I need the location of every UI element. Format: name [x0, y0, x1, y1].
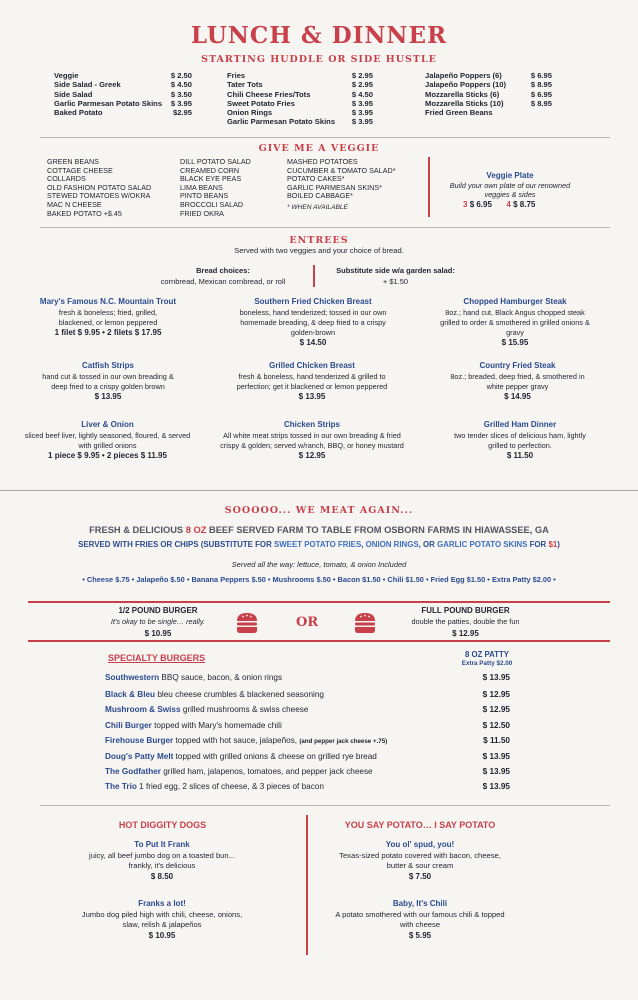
entree-item: [228, 297, 398, 348]
bread-divider: [313, 265, 315, 287]
starter-name: Garlic Parmesan Potato Skins: [227, 117, 336, 127]
entree-desc: 8oz.; breaded, deep fried, & smothered in white pepper gravy: [450, 371, 585, 391]
starter-price: $ 3.95: [170, 98, 192, 108]
burger-title: FULL POUND BURGER: [421, 606, 510, 615]
veggie-item: BAKED POTATO +$.45: [47, 208, 122, 218]
specialty-name: The Godfather: [105, 767, 161, 776]
dog-desc: juicy, all beef jumbo dog on a toasted bun... frankly, it's delicious: [89, 850, 235, 870]
veggie-item: BOILED CABBAGE*: [287, 191, 353, 201]
starter-price: $ 3.95: [351, 117, 373, 127]
meat-title: SOOOOO... WE MEAT AGAIN...: [224, 505, 414, 516]
starters-col1-prices: [160, 71, 192, 117]
potato-desc: Texas-sized potato covered with bacon, cheese, butter & sour cream: [339, 850, 501, 870]
half-pound-burger: [88, 606, 228, 639]
starter-name: Jalapeño Poppers (6): [425, 71, 502, 80]
specialty-row: [105, 751, 510, 762]
specialty-row: [105, 781, 510, 792]
specialty-price: $ 12.50: [482, 721, 510, 730]
veggie-item: POTATO CAKES*: [287, 174, 345, 184]
fries-text: FOR: [527, 540, 549, 549]
specialty-name: Southwestern: [105, 673, 160, 682]
starter-name: Onion Rings: [227, 108, 273, 118]
dog-item: [72, 899, 252, 941]
entree-name: Grilled Chicken Breast: [269, 361, 355, 370]
entree-price: $ 13.95: [94, 391, 122, 401]
specialty-desc: 1 fried egg, 2 slices of cheese, & 3 pieces of bacon: [139, 782, 324, 791]
entree-price: 1 piece $ 9.95 • 2 pieces $ 11.95: [48, 450, 167, 460]
entree-item: [28, 361, 188, 402]
specialty-desc: topped with Mary's homemade chili: [154, 721, 282, 730]
entree-price: $ 14.50: [299, 337, 327, 347]
starter-price: $ 8.95: [530, 98, 552, 108]
veggie-plate-prices: [463, 200, 535, 209]
plate-count-4: 4: [506, 200, 511, 209]
headline-text: BEEF SERVED FARM TO TABLE FROM OSBORN FARMS IN HIAWASSEE, GA: [206, 525, 549, 535]
veggie-col3: [287, 158, 417, 213]
headline-text: FRESH & DELICIOUS: [89, 525, 186, 535]
potato-price: $ 5.95: [408, 930, 432, 940]
entree-name: Mary's Famous N.C. Mountain Trout: [39, 297, 177, 306]
specialty-desc: grilled mushrooms & swiss cheese: [182, 705, 309, 714]
entree-item: [440, 361, 595, 402]
meat-headline: [0, 525, 638, 535]
plate-price-4: $ 8.75: [513, 200, 536, 209]
dog-price: $ 10.95: [148, 930, 176, 940]
starter-name: Veggie: [54, 71, 79, 80]
specialty-name: Black & Bleu: [105, 690, 156, 699]
divider: [40, 227, 610, 228]
full-pound-burger: [388, 606, 543, 639]
fries-price: $1: [548, 540, 558, 549]
veggie-item: PINTO BEANS: [180, 191, 229, 201]
veggie-item: CREAMED CORN: [180, 165, 240, 175]
burger-icon: [235, 611, 259, 635]
starter-price: $ 2.50: [170, 71, 192, 80]
or-label: OR: [296, 615, 319, 630]
starter-name: Side Salad - Greek: [54, 80, 121, 90]
potato-item: [330, 840, 510, 882]
starter-price: $ 4.50: [170, 80, 192, 90]
potato-title: YOU SAY POTATO… I SAY POTATO: [344, 820, 496, 830]
entree-desc: hand cut & tossed in our own breading & deep fried to a crispy golden brown: [42, 371, 174, 391]
specialty-desc: BBQ sauce, bacon, & onion rings: [161, 673, 283, 682]
specialty-price: $ 12.95: [482, 705, 510, 714]
specialty-name: The Trio: [105, 782, 137, 791]
entree-desc: All white meat strips tossed in our own breading & fried crispy & golden; served w/ranch, BBQ, or honey mustard: [220, 430, 404, 450]
entree-name: Chicken Strips: [283, 420, 340, 429]
fries-option: ONION RINGS: [365, 540, 419, 549]
potato-price: $ 7.50: [408, 871, 432, 881]
specialty-desc: topped with grilled onions & cheese on grilled rye bread: [175, 752, 377, 761]
bread-label: Bread choices:: [196, 266, 250, 275]
potato-name: Baby, It's Chili: [392, 899, 448, 908]
entrees-subtitle: Served with two veggies and your choice of bread.: [234, 246, 404, 255]
entree-price: $ 15.95: [501, 337, 529, 347]
specialty-row: [105, 704, 510, 715]
specialty-price: $ 13.95: [482, 782, 510, 791]
specialty-title: SPECIALTY BURGERS: [108, 653, 206, 663]
substitute-label: Substitute side w/a garden salad:: [336, 266, 455, 275]
veggie-item: OLD FASHION POTATO SALAD: [47, 182, 152, 192]
specialty-name: Firehouse Burger: [105, 736, 174, 745]
dogs-potato-divider: [306, 815, 308, 955]
addons-line: • Cheese $.75 • Jalapeño $.50 • Banana Peppers $.50 • Mushrooms $.50 • Bacon $1.50 • Chili $1.50 • Fried Egg $1.50 • Extra Patty $2.00 •: [82, 575, 556, 584]
dog-price: $ 8.50: [150, 871, 174, 881]
veggie-item: BROCCOLI SALAD: [180, 199, 244, 209]
specialty-name: Doug's Patty Melt: [105, 752, 174, 761]
specialty-desc: topped with hot sauce, jalapeños,: [175, 736, 298, 745]
entree-name: Country Fried Steak: [479, 361, 556, 370]
starter-name: Chili Cheese Fries/Tots: [227, 89, 311, 99]
starter-price: $ 6.95: [530, 89, 552, 99]
veggie-item: LIMA BEANS: [180, 182, 223, 192]
entree-desc: fresh & boneless; fried, grilled, blackened, or lemon peppered: [58, 307, 158, 327]
veggie-plate-desc: Build your own plate of our renowned veggies & sides: [449, 181, 571, 200]
burger-desc: It's okay to be single… really.: [110, 616, 206, 626]
dog-name: To Put It Frank: [134, 840, 190, 849]
bread-options: cornbread, Mexican cornbread, or roll: [160, 276, 286, 286]
starter-name: Sweet Potato Fries: [227, 98, 295, 108]
specialty-desc: grilled ham, jalapenos, tomatoes, and pepper jack cheese: [163, 767, 373, 776]
starter-price: $ 2.95: [351, 71, 373, 80]
dog-item: [72, 840, 252, 882]
specialty-name: Chili Burger: [105, 721, 152, 730]
veggie-item: COLLARDS: [47, 174, 86, 184]
entree-name: Catfish Strips: [81, 361, 134, 370]
burger-title: 1/2 POUND BURGER: [118, 606, 198, 615]
starter-price: $ 3.95: [351, 98, 373, 108]
specialty-price: $ 12.95: [482, 690, 510, 699]
starter-name: Tater Tots: [227, 80, 263, 90]
entrees-title: ENTREES: [289, 235, 349, 246]
entree-price: 1 filet $ 9.95 • 2 filets $ 17.95: [54, 327, 162, 337]
specialty-row: [105, 672, 510, 683]
starter-price: $ 6.95: [530, 71, 552, 80]
veggie-item: COTTAGE CHEESE: [47, 165, 113, 175]
burger-icon: [353, 611, 377, 635]
specialty-row: [105, 735, 510, 747]
entree-item: [28, 297, 188, 338]
veggie-item: STEWED TOMATOES W/OKRA: [47, 191, 151, 201]
specialty-row: [105, 766, 510, 777]
starters-col3-prices: [518, 71, 552, 108]
veggie-item: DILL POTATO SALAD: [180, 157, 251, 166]
veggie-item: BLACK EYE PEAS: [180, 174, 242, 184]
divider: [40, 805, 610, 806]
substitute-side: [318, 266, 473, 287]
entree-desc: sliced beef liver, lightly seasoned, floured, & served with grilled onions: [24, 430, 191, 450]
headline-oz: 8 OZ: [185, 525, 207, 535]
starters-col3-names: [425, 71, 525, 117]
starter-name: Mozzarella Sticks (10): [425, 98, 504, 108]
specialty-price: $ 13.95: [482, 767, 510, 776]
starter-name: Side Salad: [54, 89, 93, 99]
fries-text: ): [557, 540, 560, 549]
starter-price: $ 8.95: [530, 80, 552, 90]
veggie-plate-divider: [428, 157, 430, 217]
veggie-item: GARLIC PARMESAN SKINS*: [287, 182, 382, 192]
starters-col2-names: [227, 71, 352, 127]
starter-name: Mozzarella Sticks (6): [425, 89, 500, 99]
starter-price: $ 4.50: [351, 89, 373, 99]
burger-desc: double the patties, double the fun: [411, 616, 520, 626]
starter-price: $ 3.50: [170, 89, 192, 99]
veggie-note: * WHEN AVAILABLE: [287, 203, 348, 211]
veggie-title: GIVE ME A VEGGIE: [258, 143, 380, 154]
entree-item: [20, 420, 195, 461]
entree-desc: two tender slices of delicious ham, lightly grilled to perfection.: [454, 430, 586, 450]
plate-count-3: 3: [463, 200, 468, 209]
starters-col1-names: [54, 71, 174, 117]
entree-item: [450, 420, 590, 461]
specialty-price: $ 11.50: [483, 736, 510, 745]
fries-option: SWEET POTATO FRIES: [273, 540, 362, 549]
entree-desc: 8oz.; hand cut, Black Angus chopped steak grilled to order & smothered in grilled onions & gravy: [440, 307, 590, 337]
entree-name: Liver & Onion: [81, 420, 134, 429]
fries-text: , OR: [418, 540, 438, 549]
patty-col-title: 8 OZ PATTY: [465, 650, 509, 659]
veggie-item: FRIED OKRA: [180, 208, 224, 218]
fries-text: ,: [361, 540, 366, 549]
patty-col-sub: Extra Patty $2.00: [461, 660, 513, 667]
page-subtitle: STARTING HUDDLE OR SIDE HUSTLE: [201, 54, 437, 65]
entree-desc: boneless, hand tenderized; tossed in our own homemade breading, & deep fried to a crispy golden-brown: [239, 307, 387, 337]
specialty-price: $ 13.95: [482, 673, 510, 682]
veggie-item: MASHED POTATOES: [287, 157, 358, 166]
potato-name: You ol' spud, you!: [385, 840, 455, 849]
starter-price: $2.95: [172, 108, 192, 118]
entree-item: [218, 420, 406, 461]
burger-price: $ 10.95: [144, 628, 172, 638]
plate-price-3: $ 6.95: [469, 200, 492, 209]
starter-name: Baked Potato: [54, 108, 103, 118]
entree-item: [222, 361, 402, 402]
bread-choices: [148, 266, 298, 287]
starter-price: $ 3.95: [351, 108, 373, 118]
dogs-title: HOT DIGGITY DOGS: [118, 820, 207, 830]
fries-option: GARLIC POTATO SKINS: [437, 540, 528, 549]
dog-name: Franks a lot!: [138, 899, 186, 908]
entree-price: $ 12.95: [298, 450, 326, 460]
starter-name: Fried Green Beans: [425, 108, 493, 118]
burger-bottom-line: [28, 640, 610, 642]
divider: [0, 490, 638, 491]
starter-name: Jalapeño Poppers (10): [425, 80, 507, 90]
potato-desc: A potato smothered with our famous chili & topped with cheese: [335, 909, 505, 929]
fries-text: SERVED WITH FRIES OR CHIPS (SUBSTITUTE FOR: [78, 540, 274, 549]
starters-col2-prices: [340, 71, 373, 127]
specialty-row: [105, 689, 510, 700]
potato-item: [330, 899, 510, 941]
veggie-item: GREEN BEANS: [47, 157, 99, 166]
fries-line: [0, 540, 638, 549]
veggie-item: MAC N CHEESE: [47, 199, 102, 209]
veggie-item: CUCUMBER & TOMATO SALAD*: [287, 165, 396, 175]
veggie-col1: [47, 158, 177, 218]
entree-price: $ 11.50: [506, 450, 534, 460]
specialty-desc: bleu cheese crumbles & blackened seasoning: [157, 690, 324, 699]
served-note: Served all the way: lettuce, tomato, & onion Included: [231, 560, 407, 569]
entree-name: Southern Fried Chicken Breast: [254, 297, 372, 306]
entree-item: [440, 297, 590, 348]
burger-top-line: [28, 601, 610, 603]
entree-desc: fresh & boneless, hand tenderized & grilled to perfection; get it blackened or lemon peppered: [236, 371, 388, 391]
veggie-col2: [180, 158, 285, 218]
entree-name: Chopped Hamburger Steak: [463, 297, 567, 306]
starter-name: Fries: [227, 71, 246, 80]
entree-price: $ 14.95: [504, 391, 531, 401]
divider: [40, 137, 610, 138]
starter-name: Garlic Parmesan Potato Skins: [54, 98, 163, 108]
specialty-price: $ 13.95: [482, 752, 510, 761]
burger-price: $ 12.95: [452, 628, 479, 638]
starter-price: $ 2.95: [351, 80, 373, 90]
specialty-row: [105, 720, 510, 731]
entree-price: $ 13.95: [298, 391, 326, 401]
substitute-price: + $1.50: [382, 276, 409, 286]
specialty-name: Mushroom & Swiss: [105, 705, 181, 714]
entree-name: Grilled Ham Dinner: [483, 420, 557, 429]
dog-desc: Jumbo dog piled high with chili, cheese, onions, slaw, relish & jalapeños: [81, 909, 243, 929]
page-title: LUNCH & DINNER: [190, 22, 448, 49]
specialty-extra: (and pepper jack cheese +.75): [299, 738, 388, 745]
veggie-plate-title: Veggie Plate: [486, 171, 534, 180]
